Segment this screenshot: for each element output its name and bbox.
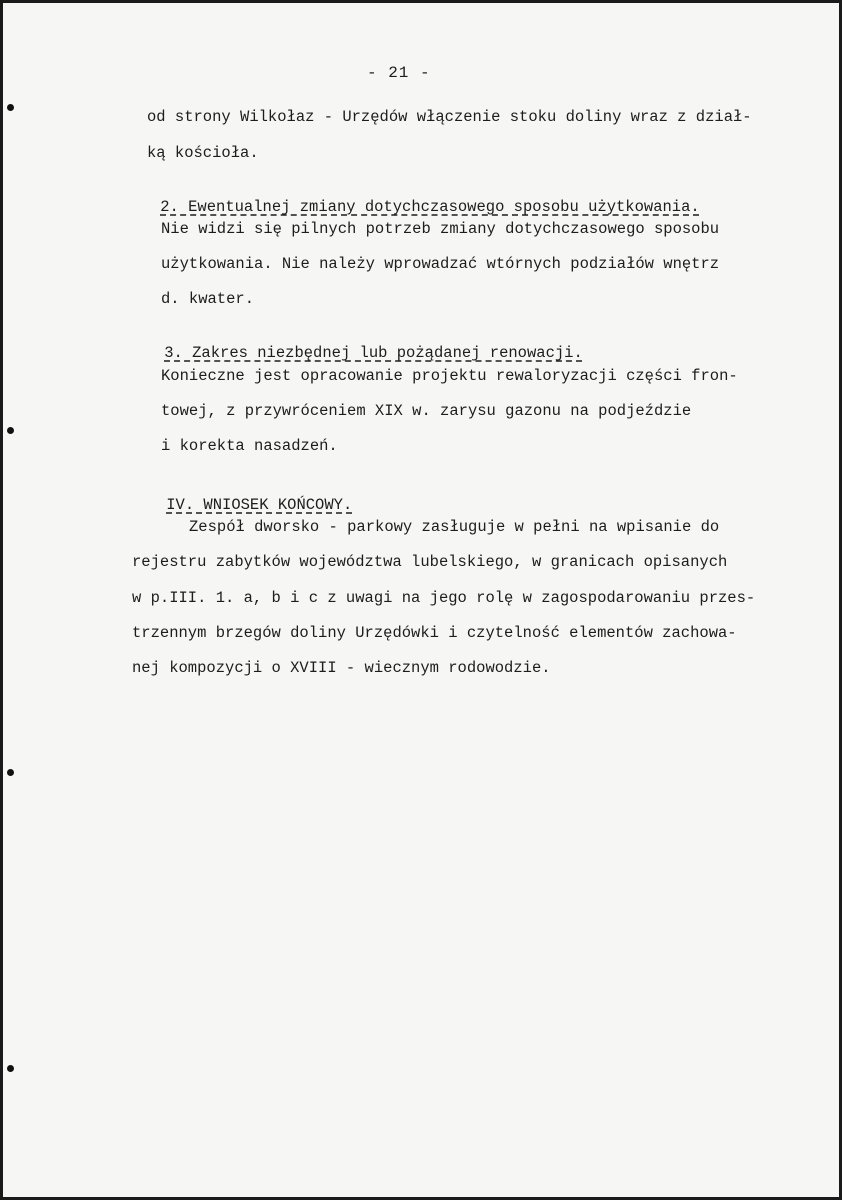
paragraph-line: Nie widzi się pilnych potrzeb zmiany dotychczasowego sposobu (161, 220, 720, 238)
paragraph-line: d. kwater. (161, 290, 255, 308)
punch-hole-mark (7, 104, 14, 111)
section-heading-text: 3. Zakres niezbędnej lub pożądanej renowacji. (164, 344, 583, 362)
paragraph-line: rejestru zabytków województwa lubelskiego, w granicach opisanych (132, 553, 728, 571)
punch-hole-mark (7, 769, 14, 776)
paragraph-line: i korekta nasadzeń. (161, 437, 338, 455)
paragraph-line: w p.III. 1. a, b i c z uwagi na jego rolę w zagospodarowaniu przes- (132, 589, 756, 607)
paragraph-line: ką kościoła. (147, 144, 259, 162)
punch-hole-mark (7, 427, 14, 434)
section-heading-text: IV. WNIOSEK KOŃCOWY. (166, 496, 353, 514)
page-number: - 21 - (367, 64, 431, 82)
paragraph-line: towej, z przywróceniem XIX w. zarysu gazonu na podjeździe (161, 402, 692, 420)
punch-hole-mark (7, 1065, 14, 1072)
section-heading-text: 2. Ewentualnej zmiany dotychczasowego sposobu użytkowania. (160, 198, 700, 216)
paragraph-line: od strony Wilkołaz - Urzędów włączenie stoku doliny wraz z dział- (147, 108, 752, 126)
paragraph-line: Konieczne jest opracowanie projektu rewaloryzacji części fron- (161, 367, 738, 385)
paragraph-line: użytkowania. Nie należy wprowadzać wtórnych podziałów wnętrz (161, 255, 720, 273)
paragraph-line: nej kompozycji o XVIII - wiecznym rodowodzie. (132, 659, 551, 677)
paragraph-line: Zespół dworsko - parkowy zasługuje w pełni na wpisanie do (189, 518, 720, 536)
paragraph-line: trzennym brzegów doliny Urzędówki i czytelność elementów zachowa- (132, 624, 737, 642)
